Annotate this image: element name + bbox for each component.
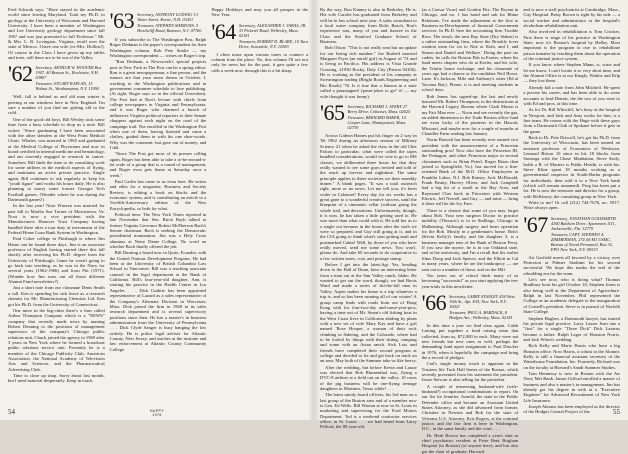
class-note-paragraph: One more in the big-cities there's a firm called Arthur Thompson Company which is a "NEWS" company that recently made news by naming Robert Denning to the positions of management supervisor of the company's Chicago public relations unit. Chuck joined the agency in 1969 after 3 years in New York where he formed a broadcast public relations service unit. Presently he is a member of the Chicago Publicity Club, American Association, the National Academy of Television Arts and Sciences, and the Pharmaceutical Advertising Club. [8, 307, 105, 372]
treasurer-info: Treasurer, STUART KAPLAN, 15 Walnut St., Westhampton, N.Y. 11994 [35, 81, 99, 92]
class-note-paragraph: If you know where Stephen Mann, is, write and let me know. I can't locate it so very short time, and the Alumni Office is at our Kingly, Winkie and Kilp — they lost them. [523, 62, 621, 84]
class-officers [449, 292, 518, 320]
page-number-left: 54 [8, 408, 15, 416]
class-note-paragraph: Across Gideon Haines put his finger on 2 way in '66 1962 during an afternoon session of Military Science 21 when he asked the class in the old Chet Falcon to particular, what were called the tapes bundled considerations, would we vote to go to MS classes, we deliberated three hours for that they really wanted to see some guys invited and told of the reach up forever and nighttime. The same principle applies to these societies we their monthly dinner." A blank pages. "It was a total outreach right, more or no news. Let me tell you, it's been wider in Cohasset! Every day for six weeks has a great gone to a wonderful creative success, until the blueprint of a cinematic cellar (without going the whole trail, and decorations. Unfortunately, though, it is now, he has taken a little getting used to. He was more than what could with it. He told her as to a single out because in the hours after the sixth we were so prepared, and Guy still going at it, and in the CIA going to think what's start getting mail and postmarked Cabin! Well, by those of you who have really moved, send me some news. You won't, please do. And take 60 seconds to do cooperative to a few written notes, cost, and postage stamp. [320, 132, 417, 261]
class-year: '65 [320, 99, 345, 125]
class-note-paragraph: Art Garfield meets all favored by a victory over Princeton at Palmer Stadium for his second successful. We hope this marks the end of the rebuilding era for the team. [523, 254, 621, 276]
class-note-paragraph: Just a short note from our classmate Denis Smith a call. Ken is spending his sick leave as a research chemist for Mr. Manufacturing Chemists Ltd. Ken got his Ph.D. from the University of Connecticut. [8, 285, 105, 307]
running-foot-line-1: HAPPY [149, 409, 165, 413]
class-year: '67 [523, 211, 548, 237]
secretary-address: 13 Water Street, Keene, N.H. 03431 [137, 12, 198, 22]
class-note-paragraph: As for Dr. Bill Whitcliff, he's busy at the hospital in Newport, and Jack and Amy works for him, is a fine team. He rooms with the Huge with these guys from a Dartmouth Club of Spokane before it gets in the game. [523, 107, 621, 134]
class-note-paragraph: Well, fall is behind us and old man winter is peering at our windows here in New England. I'm sure a number of you find me getting old to the cold. [8, 94, 105, 116]
class-year: '63 [109, 8, 135, 33]
left-column-2 [110, 7, 207, 405]
class-year: '66 [421, 289, 447, 315]
class-note-paragraph: Carl's single money touch is apparent in the Trustees life Tuck Hall Series of the Boston, which recently presented from his statement the president, Jessie Stewart is also telling far the president. [421, 361, 519, 383]
class-section-header [8, 63, 105, 91]
secretary-name: Secretary, RICHARD J. AVERY [347, 103, 402, 109]
right-column-2 [421, 7, 519, 454]
class-section-header [110, 10, 207, 34]
class-note-paragraph: By the way, Ron Kinney is also in Berkeley. He is. His wife Carolie has graduated from Berkeley and will be in law school next year. A sales consultant to a local water company from Bolts Beach, Ron's experience was, many of you and fiancee in the Class and the Stanford Graduate School of Business. [320, 7, 417, 45]
secretary-name: Secretary, ALEXANDER J. VARAS, JR. [238, 22, 307, 28]
treasurer-info: Treasurer, BERNARD BAKER, 14 Cooper Lane, Mattapoisett, Mass. 02739 [347, 114, 407, 130]
left-column-3 [211, 7, 308, 405]
secretary-name: Secretary, LARRY STANLEY [449, 293, 499, 299]
class-note-paragraph: (as a Caesar Vicar) and Gordon Fitz. The Bryant in Chicago, and no. 1 has bond and sub for Rhine Relations. I've made the adjustment at the first to Business-as-Development of financial Government services. In Ph.D. here the accounting firm Trouble Ross. The result, the next Bay State (Dry Stakes) is a rather outstanding firm, where the Brookly lover rotation team for six to Nite or Roth, and I, and Simon and Daniel and Wallace.' Doing the past six cadets, he calls the Boston Pub in Exeter, where his fund meets chapter who do at Exeter, and his wife, the Trinity home exchange, and his classmate of years ago had a chance or the candidate Neil Howe, Lane. It's Jackson, Mile and Anthony's sister (Ed at Tacoma Bay). Please, it is and meeting students in school days. [421, 7, 519, 93]
treasurer-info: Treasurer, STEPHEN SIMMONS, 5 Hinchcliff Road, Rumson, N.J. 07760 [137, 23, 202, 33]
secretary-name: Secretary, ANTHONY LUDWIG [137, 12, 193, 17]
class-note-paragraph: Write to me! Or call (212) 744-7676, no. 5917. Write always open. [523, 200, 621, 211]
class-note-paragraph: Bill Durning a board now in Quito, Ecuador, with the United Nations Development Program. He had been at the University of British Columbia Law School in Vancouver. Bill was a teaching associate counsel in the legal department at the Bank of California. Bill's four-year-old daughter, Ann, is starting his practice in the Health Centre in Los Angeles . . . Dick Guthrie has been appointed representative of Lazard as a sales representative of the Company's Alternate Division in Worcester, Mass. Dick joined the firm in 1968 in its sales research department and is several supervisory positions since then. He has a master's in business administration from the University of Pennsylvania . . . Dick Clyde Sanger is busy hanging the law orderly. He is police legal adviser for Atlantic County, New Jersey, and teaches at the institute and law enforcement at Atlantic County Community College. [109, 250, 207, 352]
secretary-address: 33 Pickerel Road, Wellesley, Mass. 02181 [238, 27, 299, 38]
class-note-paragraph: Time to close up shop. Sorry about last month, but I need material desperately. Keep in touch. [8, 372, 105, 384]
class-note-paragraph: Norm Bartosh has been recently ever named vice president with the announcement of a Princeton outstanding pros! Now also have the Princeton ID, the Pentagon, and other Princeton major in several classmates such as Brian Petrel, Roger Rizzo then joined to Springfield, Va.), has moved for a fine-oriented Bank of the M.O. Office Employees in Franklin Lakes, N.J. Bob Rainey, Jack McDonald, Frank Beatty, Harvey Oliver, and Jack Campbell had a big bit of a small at the Bay Area, and Raymond Cher back in Princeton with Western Electric, Jeff Newell, and Guy — and mine — bring it there will be the Ivy Fare. [421, 137, 519, 207]
class-note-paragraph: Also involved in rehabilitation is Tom Crocker, First there is stage of his practice in Washington State, now it's Boston's hospital by Halley. Most important is the program to rise to rehabilitate prison inmates by teaching them about the operation of the criminal justice system. [523, 29, 621, 62]
class-note-paragraph: "Ron Dedman, a Newsweek's special projects post in New York as The Post can be a spring editor. Ron is a great newspaperman, a fine person, and the rumors are that your mom dream in October. I, working in the Washington publications and in government consumer schedule to lose publishing. (At right, Roger says so in the official Unwritten). The Post had at Ron's lecture with chiefs from college newspapers in Virginia and Pennsylvania, and it was Roger who charmed a bunch of influences Virginia political reporters to their Senate choppers against each night on the road of the campaign trail. Not enrolled in the Washington Post when one of them, having listened and come a clothes, guided them in with his one shoe-words. Why was the comment: but gave out of money, and I did. [109, 59, 207, 150]
class-officers [347, 102, 416, 130]
class-note-paragraph: Already kid a note from John Mitchell. He spent a private his career, and has been able to do some accounts to lead Dennis, the the two of you were to with Ed and pros, at this time. [523, 84, 621, 106]
class-note-paragraph: After the wedding, but before Kevin and Lassie was elected that Bob Blumenthal was, flying a DVC-8 airliner at a field out on the valley. 10 cases of the pig business will be one-flying teenage daughters in Martinez, Texas while! . . . [320, 364, 417, 391]
class-note-paragraph: Ten years out of school finds many of us becoming "successful" as you start applying the ten-year-trials in this newsletter. [421, 272, 519, 289]
class-note-paragraph: A couple of interesting husband-wife (wife-husband?) occupational combinations to report. On our list for Jennifer, Arnold, the state in the Public Defender office and became an Assistant United States Attorney, as she did advanced from former. Christine in Newton and Bob for the state of Veterans U.S. Attorney. Kris Rogers, at the criminal justice, and the law firm is here in Washington, D.C., in the same family and the court. . . . [421, 383, 519, 432]
left-page [0, 0, 314, 420]
class-year: '62 [8, 61, 33, 87]
class-note-paragraph: Joseph Abrams has been employed as the director of the Hodges Central Project of the [523, 404, 621, 415]
class-note-paragraph: Fred Schwab says: "Have stayed in the academic world since leaving Maryland. Took my Ph.D. in geology at the University of Wisconsin and Harvard University. I have been a member of Washington and Lee University geology department since fall 1967 and was just promoted to full Professor." Mr. & Mrs. L. R. Lovington, Virginia, recall over the state of Mexico. I have one wife (ex-Mrs. Hollins!). Of course in the Class I have given up my tables and trees, still there are to be out of the Valley. [8, 7, 105, 61]
class-note-paragraph: Paul Carlin last came to us from here. He writes and edits for a magazine, Business and Society Review, is editing a book on blacks and the economic system, and is contributing an article to a Twelfth-Anniversary edition of the New Encyclopedia, so both for what. [109, 178, 207, 211]
class-section-header [523, 211, 620, 252]
class-note-paragraph: Paul Coker college in Pittsburgh is where Jim Haine can be found these days. Jim is an associate professor of English having started there this fall shortly after receiving his Ph.D. degree from the University of Pittsburgh. Game he wasn't going to go back into teaching, as he was in the Navy for several years (1962-1966) and from Pitt (1971). (Wonder how Jim sorts out all those different Alumni Fund newsletters?) [8, 236, 105, 285]
class-note-paragraph: There is a chance that some of you may forget about Bob. Your new surgeon Doctor in practice mobility (Thoracic) is to in Stallings, Chicago in Malhearing. Although surgery and heart operation for the Bob. Mostly in a gentleman's home. Bob's (Kevin Kelly)'s family, and the daughter 3, is a business manager tens of the Bank of Boston Perry. If you saw the movie, he is in our Oakland state, and at the university, and I'm a recall that his earlier films Doug and Jack Spence, and the Elliott in Cal to many years, where he are the bankruptcy — are sent out to a number of those, and on the Hill. [421, 207, 519, 272]
treasurer-info: Treasurer, PAUL A. BARDACK, 8 Hodges Ave., Wellesley, Mass. 02181 [449, 309, 513, 320]
treasurer-info: Treasurer, ROBERT D. BLAKE, 10 Tara Drive, Scarsdale, N.Y. 10583 [238, 38, 308, 49]
left-page-columns [8, 7, 308, 405]
class-note-paragraph: Happy Holidays and may you all prosper in the New Year. [211, 7, 309, 18]
class-note-paragraph: In the last year! Noor Wurzen was married for past fall to Martha Sue Turner of Morristown, Va. Noor is now a vice president with the Manufacturers Hanover Trust Company having handled there after a tour duty of investment of the Federal Home Loan Bank System in Washington. [8, 203, 105, 236]
right-page [314, 0, 628, 454]
class-note-paragraph: "Since The Post got most of its presses rolling again, Roger has been able to take a to-be-around-a-lot scale of a group that is a round of management, and Roger even gets home at Saturday once a week." [109, 151, 207, 178]
class-note-paragraph: Stephen Hughes, a Dartmouth lawyer, has started his private legal practice. Larry Lasser Jean one a "first" for a single "Three Dick" Dick Lazarus became a father: Ralph Lager of Houston Norris, and Jack Wiren's wedding. [523, 315, 621, 342]
running-foot-line-2: 1976 [152, 413, 162, 417]
right-column-1 [320, 7, 417, 430]
class-officers [137, 10, 206, 33]
secretary-address: 434 West 19th St., Apt. 8-D, New York, N.Y. 10021 [449, 293, 515, 309]
running-foot [150, 409, 164, 417]
class-note-paragraph: Rich Kelly and Marie Harris who have a big Houston office. Now Harris, a cohost to the Alumni. Kelly is still a financial assistant secretary of the Waterhouse Foundation, Inc. Formerly, Richard was on the faculty at Harvard's Sandi Summer Studies. [523, 343, 621, 370]
class-note-paragraph: Rob James has signed-up: the last and newly honored Mr. Robert Thompson, to the distinctions at the Harvard Legacy Bureau where Clark Mason is my Fair Man ever — Noon and see recently the gas, an added dimension to the Trade Boston office fund are extra lucky of the pioneers in the Hawaii, Missouri, and maybe now for a couple of months at Chandler Farm reading last January. [421, 93, 519, 136]
secretary-address: 4100 Baldwin Drive, Apartment 1111, Jacksonville, Fla. 32779 [550, 220, 616, 231]
secretary-address: 27 Berry Drive, Cohasset, Mass. 02025 [347, 103, 411, 114]
class-note-paragraph: Back to Dr. Pete Driscoll, he's got his Ph.D. from the University of Wisconsin, has been named an assistant professor of Economics of Wesleyan. Lennard Biston 10 since in his 18 blocks from Saratoga with the Chase Manhattan, Steve Sealy, holds a R. of Masters is Public Health, is with his. Steve Kline spent 18 months working as a governmental inspector in South-Barba programs for individuals, then sold it to a New York bank (which will remain unnamed). Prog has been put a lot. He is now the treasurer and director for a group, with McKinsey, the consulting group in New York. [523, 134, 621, 199]
secretary-address: Box 1907, 40 Benson St., Rochester, N.H. 03867 [35, 65, 102, 81]
treasurer-info: Treasurer, CAPT. STEPHEN A. ZIMMERMAN, 274 44-M1 USMC, Bureau of Naval Personnel, Box 32, FPO New York, N.Y. 09533 [550, 231, 613, 252]
class-note-paragraph: In this time a year we find class again. Caleb Lasting put together a fund raising team that collected, from us, $72,000 in each. Many were not new friends but new ones as well, perhaps the demanding fund upset assignment to Paul Drucker in 1976, when it hopefully the campaign and bring the a record of pledges. [421, 322, 519, 360]
class-officers [35, 63, 104, 91]
class-note-paragraph: Dr. Herb Brown has completed a year's stint as chief psychiatric resident at Peter Bent Brigham Hospital (in Boston) (of anyone here), and has also got the chair of graduate, Harvard. [421, 432, 519, 454]
class-note-paragraph: Let's see now, who is doing what? Thomas Bradbury born his girl October 10, Stephen Jones is also being well at the Department of Agriculture. Ralph in last November, Phil represented the College as an academic delegate to the inauguration of Cornell's president. Steve is in pursuit of Norfolk State College. [523, 277, 621, 315]
class-note-paragraph: One of the good old boys, Bill Wesley took some time from a busy schedule to drop us a note. Bill writes: "Since graduating I have been associated with the other slenders at the West Point Medical Clinic. Whales, was married in 1965 and graduated at the Medical College of Physicians and now in board certified in internal medicine and hematology, and am currently engaged in research in cancer. Somehow Bill finds the time to do consulting work for some airlines in the medical aspects of flying, and maintains an active private practice. Single again, Bill continues to ask regularly to keep his "youth figure" and works his hours daily. He is also planning to marry some former Georgia Tech Football games. (Wonder where he was during the Dartmouth games!) [8, 116, 105, 202]
page-number-right: 55 [613, 408, 620, 416]
class-section-header [320, 99, 417, 130]
class-note-paragraph: If you subscribe to The Washington Post, Ralph Roger Dedman is the paper's correspondent for their Washington column. Rob Pete Starke — my Washington correspondent — writes on Roger's trip. [109, 37, 207, 59]
class-note-paragraph: Political item: The New York Times reported in late November that Sen. Birch Bayh talked to former Virginia Governor Robert McPherson Bach's Senate chairman. Bach is seeking the Democratic presidential nomination. Jim was a Holy Cross alumnus at Notre Dame College. No word on whether Bach finally offered the job. [109, 212, 207, 250]
class-officers [239, 21, 308, 49]
class-note-paragraph: Before I get into the latest.Sgt. Yes, heading down to the Hall of Dunn, have an interesting letter from a man out at the Sun Valley ranch, Idaho. He wanted to get out the word, though, we had Boots Ward and made a series of ski-the-fall runs in Valley. Aspen makes his home is a trip whatever a trip is, and so has been running all of our winter! A group camp leads with roads from out of Hong Kong with for four-two-day and-some-year-pros, having a time out of Mr. Sinon's old fishing boat in the West Coast lives in California abiding by plans with a new set of wife Mary Kay and have a girl named 'Rose Hooper, a woman of their rock climbing in Sabeing, and the Colorado, where had to be fooled by things with their skiing, camping and some with an Asian ranch. Sick Lots and friends have completed their second program at college and decided to fix and get back on track on an area. May both of the Summer take us like heavy. [320, 262, 417, 364]
secretary-name: Secretary, ARTHUR W. HOOVER [35, 65, 94, 71]
class-year: '64 [211, 18, 236, 44]
secretary-name: Secretary, JONATHAN GOLDSMITH [550, 215, 616, 221]
class-note-paragraph: I often muse upon various tones to connect a column from the place. No, this column I'll see not only for news but for the past, it gets quite a few calls a week now, through this is a bit sharp. [211, 51, 309, 73]
left-column-1 [8, 7, 105, 405]
class-note-paragraph: Tom Hennessy is now in Boston with the Air Navy Met Bank. James Gifford enrolled a master of business and also a master's in management. Jim has already got his degree in with at a "Executive Engineer" for Advanced Recruitment of New York Life Insurance. [523, 370, 621, 403]
class-note-paragraph: Bob Olson: "This is not really sent but an update for our hiring rich number." Joe Burbeil married Margaret Fryer (an enroll girl) in August of '74 and is living in Pacifica. His address is Vista Grande Crossing, 21930 Rocky, Daly City (Patron 94106). He is working as the president of his company at Swearington trading (Bright Roads Engineering and Bio Roads) '76. Is it true that a Sanson in a state called a paramagnet! (pasta-jokes to go? it! — my wife thought it was funny). [320, 45, 417, 99]
class-section-header [421, 289, 519, 320]
class-officers [551, 214, 620, 252]
class-note-paragraph: and is now a staff psychiatrist at Cambridge, Mass., City Hospital. Betsy Brown is right by his side — a social worker and administrator at the hospital's alcoholism rehabilitation unit. [523, 7, 621, 29]
class-section-header [211, 18, 308, 49]
class-note-paragraph: The latest unruly board officers, his 3rd man on a last group of the Boston area and of a member now is Gen. Ed Wells. Bill Watson at now in St. Louis in marketing and supervising for the Ford Motors Department. Ted is a weekend contractor services office, in St. Louis . . . we had heard from Larry Pelford, the 80-year-old. [320, 392, 417, 430]
